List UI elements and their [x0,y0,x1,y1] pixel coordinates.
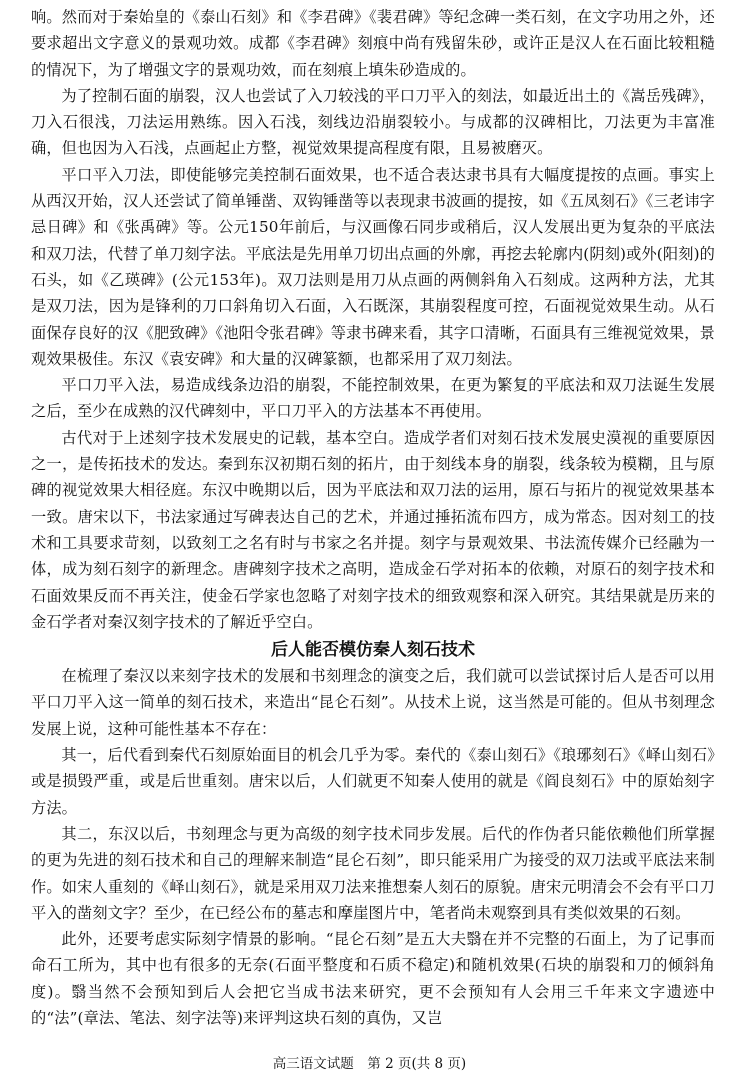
page-footer: 高三语文试题 第 2 页(共 8 页) [272,1056,467,1072]
paragraph: 在梳理了秦汉以来刻字技术的发展和书刻理念的演变之后，我们就可以尝试探讨后人是否可以用平口刀平入这一简单的刻石技术，来造出“昆仑石刻”。从技术上说，这当然是可能的。但从书刻理念发展上说，这种可能性基本不存在： [31,667,715,738]
paragraph: 为了控制石面的崩裂，汉人也尝试了入刀较浅的平口刀平入的刻法，如最近出土的《嵩岳残碑》，刀入石很浅，刀法运用熟练。因入石浅，刻线边沿崩裂较小。与成都的汉碑相比，刀法更为丰富准确，但也因为入石浅，点画起止方整，视觉效果提高程度有限，且易被磨灭。 [31,86,715,158]
paragraph: 其一，后代看到秦代石刻原始面目的机会几乎为零。秦代的《泰山刻石》《琅琊刻石》《峄山刻石》或是损毁严重，或是后世重刻。唐宋以后，人们就更不知秦人使用的就是《阎良刻石》中的原始刻字方法。 [31,746,715,817]
paragraph: 平口刀平入法，易造成线条边沿的崩裂，不能控制效果，在更为繁复的平底法和双刀法诞生发展之后，至少在成熟的汉代碑刻中，平口刀平入的方法基本不再使用。 [31,376,715,421]
paragraph: 其二，东汉以后，书刻理念与更为高级的刻字技术同步发展。后代的作伪者只能依赖他们所掌握的更为先进的刻石技术和自己的理解来制造“昆仑石刻”，即只能采用广为接受的双刀法或平底法来制作。如宋人重刻的《峄山刻石》，就是采用双刀法来推想秦人刻石的原貌。唐宋元明清会不会有平口刀平入的凿刻文字？至少，在已经公布的墓志和摩崖图片中，笔者尚未观察到具有类似效果的石刻。 [31,824,715,922]
paragraph-continuation: 响。然而对于秦始皇的《泰山石刻》和《李君碑》《裴君碑》等纪念碑一类石刻，在文字功用之外，还要求超出文字意义的景观功效。成都《李君碑》刻痕中尚有残留朱砂，或许正是汉人在石面比较粗糙的情况下，为了增强文字的景观功效，而在刻痕上填朱砂造成的。 [31,8,715,79]
paragraph: 古代对于上述刻字技术发展史的记载，基本空白。造成学者们对刻石技术发展史漠视的重要原因之一，是传拓技术的发达。秦到东汉初期石刻的拓片，由于刻线本身的崩裂，线条较为模糊，且与原碑的视觉效果大相径庭。东汉中晚期以后，因为平底法和双刀法的运用，原石与拓片的视觉效果基本一致。唐宋以下，书法家通过写碑表达自己的艺术，并通过捶拓流布四方，成为常态。因对刻工的技术和工具要求苛刻，以致刻工之名有时与书家之名并提。刻字与景观效果、书法流传媒介已经融为一体，成为刻石刻字的新理念。唐碑刻字技术之高明，造成金石学对拓本的依赖，对原石的刻字技术和石面效果反而不再关注，使金石学家也忽略了对刻字技术的细致观察和深入研究。其结果就是历来的金石学者对秦汉刻字技术的了解近乎空白。 [31,428,715,631]
section-title: 后人能否模仿秦人刻石技术 [271,640,475,661]
paragraph: 平口平入刀法，即使能够完美控制石面效果，也不适合表达隶书具有大幅度提按的点画。事实上从西汉开始，汉人还尝试了简单锤凿、双钩锤凿等以表现隶书波画的提按，如《五凤刻石》《三老讳字忌日碑》和《张禹碑》等。公元150年前后，与汉画像石同步或稍后，汉人发展出更为复杂的平底法和双刀法，代替了单刀刻字法。平底法是先用单刀切出点画的外廓，再挖去轮廓内(阴刻)或外(阳刻)的石头，如《乙瑛碑》(公元153年)。双刀法则是用刀从点画的两侧斜角入石刻成。这两种方法，尤其是双刀法，因为是锋利的刀口斜角切入石面，入石既深，其崩裂程度可控，石面视觉效果生动。从石面保存良好的汉《肥致碑》《池阳令张君碑》等隶书碑来看，其字口清晰，石面具有三维视觉效果，景观效果极佳。东汉《袁安碑》和大量的汉碑篆额，也都采用了双刀刻法。 [31,165,715,368]
paragraph: 此外，还要考虑实际刻字情景的影响。“昆仑石刻”是五大夫翳在并不完整的石面上，为了记事而命石工所为，其中也有很多的无奈(石面平整度和石质不稳定)和随机效果(石块的崩裂和刀的倾斜角度)。翳当然不会预知到后人会把它当成书法来研究，更不会预知有人会用三千年来文字遗迹中的“法”(章法、笔法、刻字法等)来评判这块石刻的真伪，又岂 [31,930,715,1027]
